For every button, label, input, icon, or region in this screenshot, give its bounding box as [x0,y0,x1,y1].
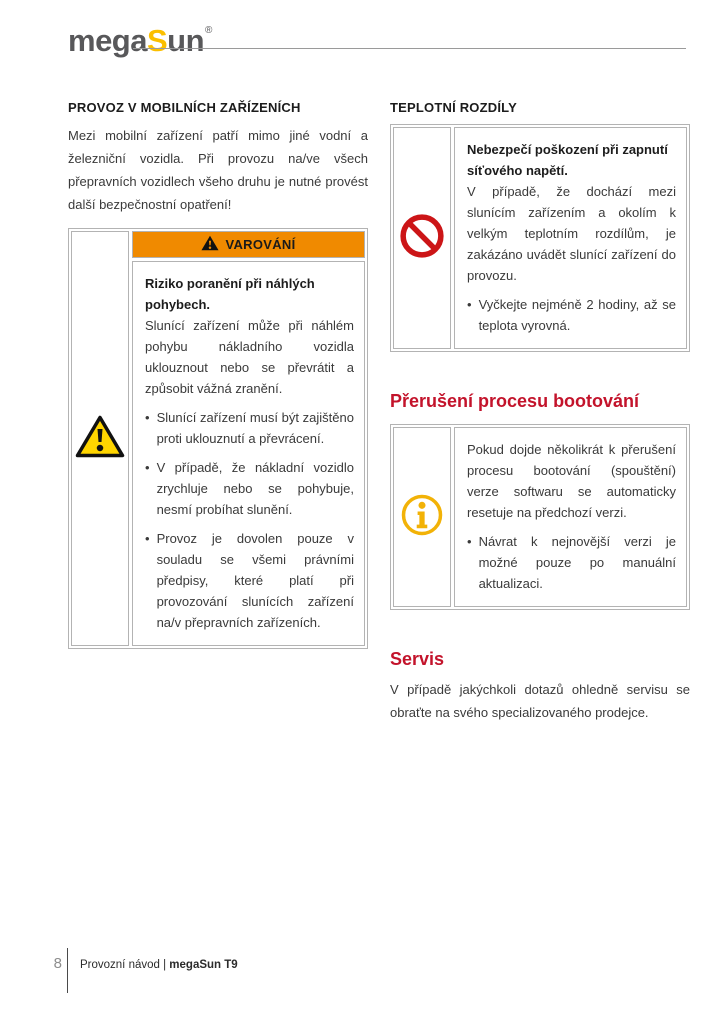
warning-content [132,231,365,646]
prohibition-bullet-list [467,294,676,336]
info-icon [400,493,444,542]
section-heading-boot-interruption: Přerušení procesu bootování [390,391,640,411]
footer-text-product: megaSun T9 [169,959,238,971]
prohibition-body: V případě, že dochází mezi slunícím zařízením a okolím k velkým teplotním rozdílům, je zakázáno uvádět slunící zařízení do provozu. [467,184,676,283]
section-heading-temperature: TEPLOTNÍ ROZDÍLY [390,100,517,115]
section-heading-servis: Servis [390,649,445,669]
bullet-item: • Provoz je dovolen pouze v souladu se všemi právními předpisy, které platí při provozování slunících zařízení na/v přepravních zařízeních. [145,528,354,633]
header-divider [133,48,686,49]
warning-band [132,231,365,258]
bullet-item: • Slunící zařízení musí být zajištěno proti uklouznutí a převrácení. [145,407,354,449]
prohibition-text-cell [454,127,687,349]
warning-icon-cell [71,231,129,646]
bullet-dot: • [467,297,472,312]
warning-band-label: VAROVÁNÍ [225,237,296,252]
info-box [390,424,690,610]
info-icon-cell [393,427,451,607]
mobile-operation-paragraph: Mezi mobilní zařízení patří mimo jiné vodní a železniční vozidla. Při provozu na/ve všech přepravních vozidlech všeho druhu je nutné provést další bezpečnostní opatření! [68,128,368,212]
warning-triangle-icon [75,414,125,464]
info-bullet-list [467,531,676,594]
bullet-dot: • [145,410,150,425]
right-column [390,100,690,724]
footer-divider [67,948,68,993]
logo-part-un: un [167,23,205,58]
prohibition-icon [399,213,445,264]
bullet-item: • V případě, že nákladní vozidlo zrychluje nebo se pohybuje, nesmí probíhat slunění. [145,457,354,520]
bullet-dot: • [467,534,472,549]
warning-text-cell [132,261,365,646]
logo-part-mega: mega [68,23,147,58]
section-heading-mobile-operation: PROVOZ V MOBILNÍCH ZAŘÍZENÍCH [68,100,301,115]
bullet-item: • Vyčkejte nejméně 2 hodiny, až se teplota vyrovná. [467,294,676,336]
warning-bullet-list [145,407,354,633]
logo-part-s: S [146,23,168,58]
warning-title: Riziko poranění při náhlých pohybech. [145,276,315,312]
registered-trademark-icon: ® [205,25,212,36]
megasun-logo [68,14,212,58]
prohibition-icon-cell [393,127,451,349]
footer-text [80,959,238,971]
info-body: Pokud dojde několikrát k přerušení procesu bootování (spouštění) verze softwaru se automaticky resetuje na předchozí verzi. [467,442,676,520]
page-number: 8 [53,955,62,972]
left-column [68,100,368,649]
prohibition-title: Nebezpečí poškození při zapnutí síťového napětí. [467,142,668,178]
warning-body: Slunící zařízení může při náhlém pohybu nákladního vozidla uklouznout nebo se převrátit a způsobit vážná zranění. [145,318,354,396]
footer-text-prefix: Provozní návod | [80,959,170,971]
servis-paragraph: V případě jakýchkoli dotazů ohledně servisu se obraťte na svého specializovaného prodejce. [390,682,690,720]
bullet-item: • Návrat k nejnovější verzi je možné pouze po manuální aktualizaci. [467,531,676,594]
warning-box [68,228,368,649]
prohibition-box [390,124,690,352]
bullet-dot: • [145,460,150,475]
bullet-dot: • [145,531,150,546]
warning-band-triangle-icon [201,235,219,254]
info-text-cell [454,427,687,607]
